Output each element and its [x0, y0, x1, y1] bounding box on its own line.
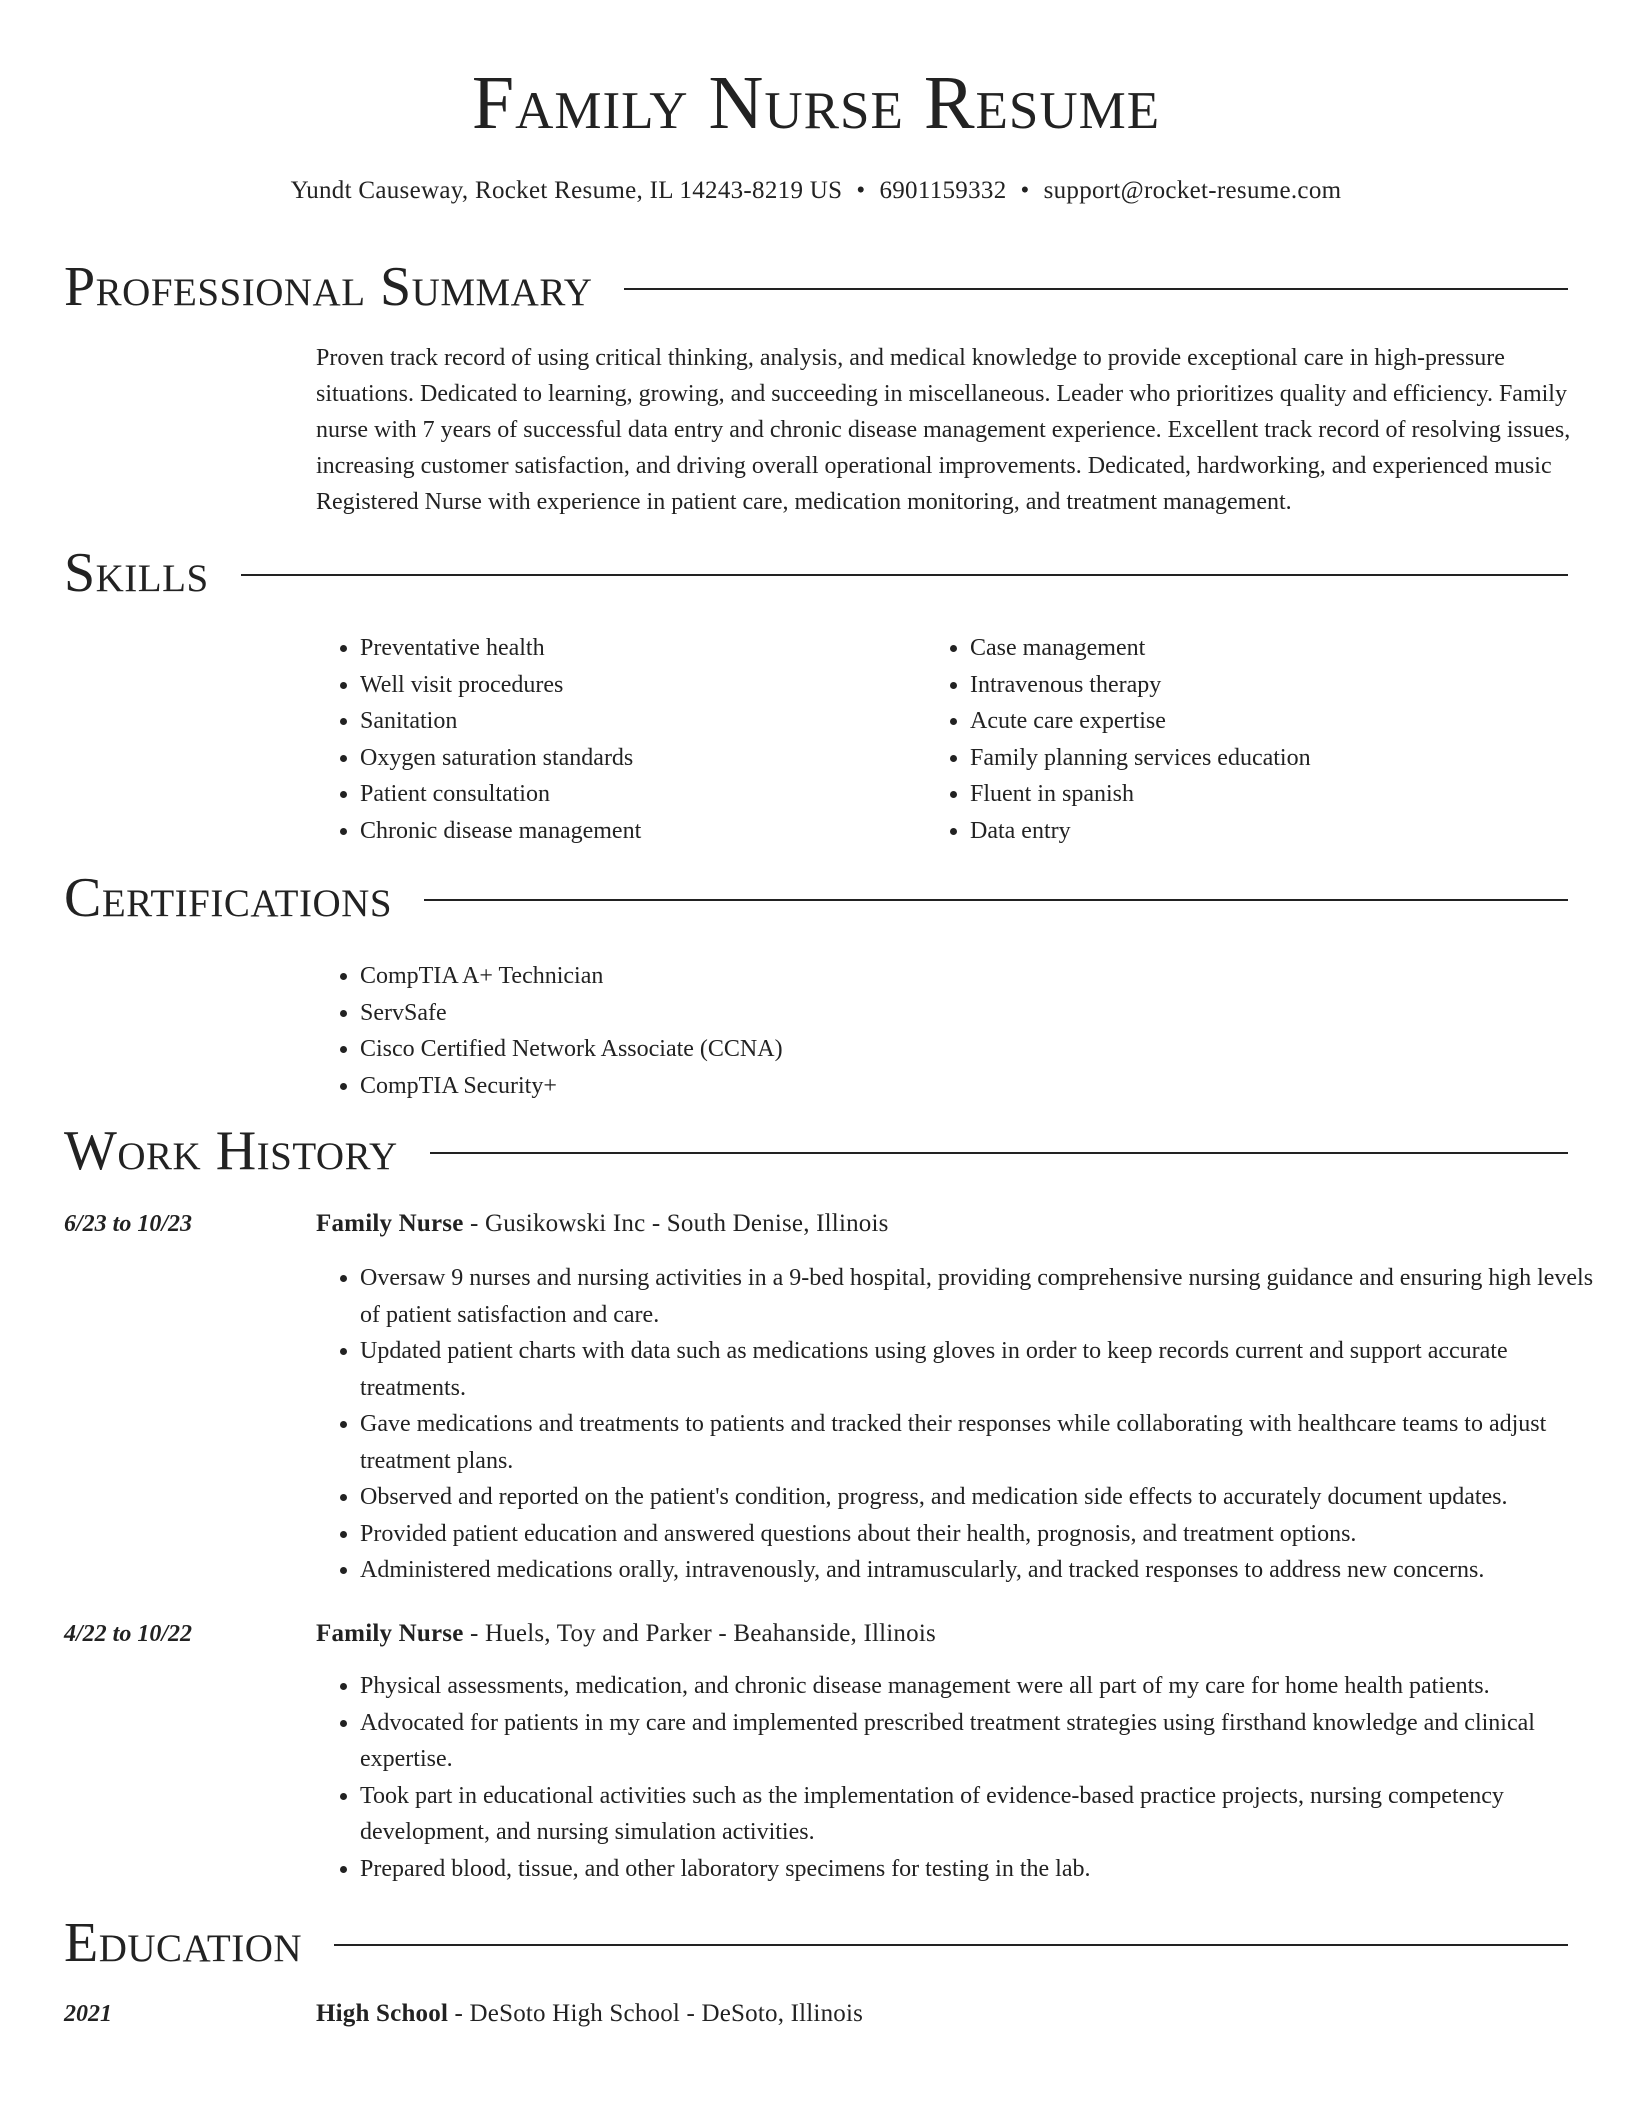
skill-item: • Preventative health — [360, 630, 641, 667]
education-entry — [316, 1996, 863, 2032]
contact-phone: 6901159332 — [879, 177, 1007, 204]
certification-item: • Cisco Certified Network Associate (CCNA) — [360, 1031, 783, 1068]
job-bullet: • Provided patient education and answered questions about their health, prognosis, and treatment options. — [360, 1516, 1596, 1553]
skills-right-list — [926, 630, 1311, 849]
certifications-list — [316, 958, 783, 1104]
skills-heading: Skills — [64, 542, 209, 604]
skill-item: • Acute care expertise — [970, 703, 1311, 740]
contact-email: support@rocket-resume.com — [1043, 177, 1342, 204]
contact-separator: • — [1020, 177, 1030, 204]
certification-item: • ServSafe — [360, 995, 783, 1032]
job-heading — [316, 1206, 889, 1242]
skill-item: • Family planning services education — [970, 740, 1311, 777]
summary-section-header — [64, 254, 1568, 320]
job-bullet: • Administered medications orally, intravenously, and intramuscularly, and tracked responses to address new concerns. — [360, 1552, 1596, 1589]
job-employer: - Gusikowski Inc - South Denise, Illinois — [463, 1210, 889, 1237]
skill-item: • Intravenous therapy — [970, 667, 1311, 704]
job-bullet: • Prepared blood, tissue, and other laboratory specimens for testing in the lab. — [360, 1851, 1596, 1888]
skill-item: • Fluent in spanish — [970, 776, 1311, 813]
job-bullet-list — [316, 1668, 1596, 1887]
job-title: Family Nurse — [316, 1210, 464, 1237]
education-section-header — [64, 1910, 1568, 1976]
skill-item: • Chronic disease management — [360, 813, 641, 850]
job-bullet-list — [316, 1260, 1596, 1589]
summary-text: Proven track record of using critical thinking, analysis, and medical knowledge to provide exceptional care in high-pressure situations. Dedicated to learning, growing, and succeeding in miscellaneous. Leader who prioritizes quality and efficiency. Family nurse with 7 years of successful data entry and chronic disease management experience. Excellent track record of resolving issues, increasing customer satisfaction, and driving overall operational improvements. Dedicated, hardworking, and experienced music Registered Nurse with experience in patient care, medication monitoring, and treatment management. — [316, 345, 1571, 515]
skill-item: • Well visit procedures — [360, 667, 641, 704]
education-degree: High School — [316, 2000, 449, 2027]
contact-separator: • — [856, 177, 866, 204]
skill-item: • Patient consultation — [360, 776, 641, 813]
work-heading: Work History — [64, 1120, 398, 1182]
job-bullet: • Oversaw 9 nurses and nursing activities in a 9-bed hospital, providing comprehensive nursing guidance and ensuring high levels of patient satisfaction and care. — [360, 1260, 1596, 1333]
skill-item: • Oxygen saturation standards — [360, 740, 641, 777]
summary-heading: Professional Summary — [64, 256, 593, 318]
section-divider — [424, 899, 1568, 901]
education-school: - DeSoto High School - DeSoto, Illinois — [448, 2000, 864, 2027]
skill-item: • Sanitation — [360, 703, 641, 740]
contact-line — [0, 174, 1632, 208]
certifications-list-wrap — [316, 958, 783, 1104]
education-year: 2021 — [64, 2001, 112, 2027]
job-bullet: • Physical assessments, medication, and chronic disease management were all part of my care for home health patients. — [360, 1668, 1596, 1705]
skills-right-column — [926, 630, 1311, 849]
job-bullets — [316, 1668, 1596, 1887]
section-divider — [334, 1944, 1568, 1946]
job-title: Family Nurse — [316, 1620, 464, 1647]
resume-title: Family Nurse Resume — [471, 61, 1161, 145]
skill-item: • Data entry — [970, 813, 1311, 850]
section-divider — [241, 574, 1568, 576]
job-bullet: • Took part in educational activities such as the implementation of evidence-based practice projects, nursing competency development, and nursing simulation activities. — [360, 1778, 1596, 1851]
certifications-heading: Certifications — [64, 867, 393, 929]
job-bullets — [316, 1260, 1596, 1589]
job-bullet: • Observed and reported on the patient's condition, progress, and medication side effects to accurately document updates. — [360, 1479, 1596, 1516]
job-bullet: • Updated patient charts with data such as medications using gloves in order to keep records current and support accurate treatments. — [360, 1333, 1596, 1406]
job-heading — [316, 1616, 936, 1652]
section-divider — [430, 1152, 1568, 1154]
job-bullet: • Advocated for patients in my care and implemented prescribed treatment strategies using firsthand knowledge and clinical expertise. — [360, 1705, 1596, 1778]
skill-item: • Case management — [970, 630, 1311, 667]
job-bullet: • Gave medications and treatments to patients and tracked their responses while collaborating with healthcare teams to adjust treatment plans. — [360, 1406, 1596, 1479]
skills-left-list — [316, 630, 641, 849]
job-dates: 6/23 to 10/23 — [64, 1211, 193, 1237]
job-dates: 4/22 to 10/22 — [64, 1621, 193, 1647]
education-heading: Education — [64, 1912, 303, 1974]
skills-left-column — [316, 630, 641, 849]
section-divider — [624, 288, 1568, 290]
contact-address: Yundt Causeway, Rocket Resume, IL 14243-8219 US — [290, 177, 843, 204]
certifications-section-header — [64, 865, 1568, 931]
skills-section-header — [64, 540, 1568, 606]
work-section-header — [64, 1118, 1568, 1184]
job-employer: - Huels, Toy and Parker - Beahanside, Illinois — [463, 1620, 936, 1647]
certification-item: • CompTIA A+ Technician — [360, 958, 783, 995]
certification-item: • CompTIA Security+ — [360, 1068, 783, 1105]
